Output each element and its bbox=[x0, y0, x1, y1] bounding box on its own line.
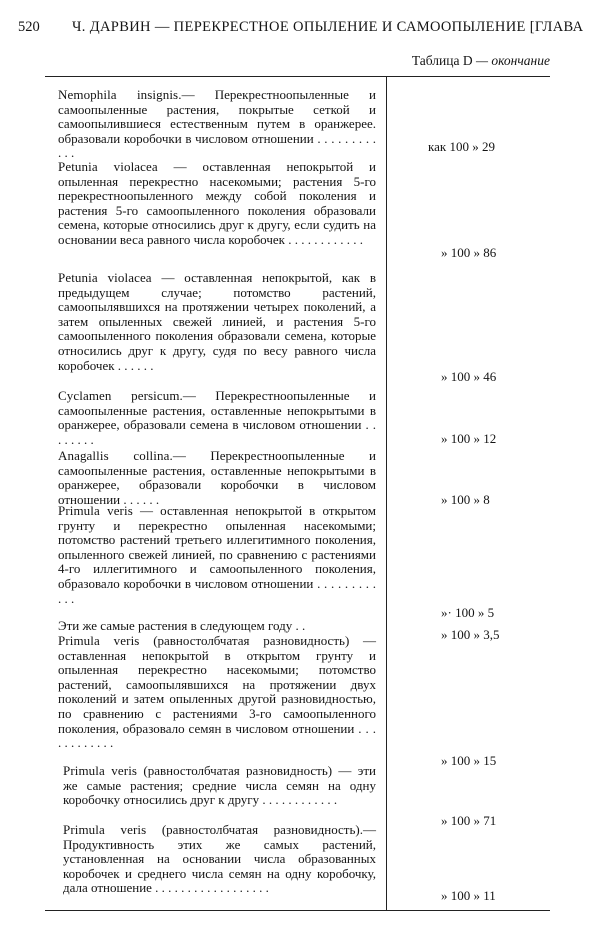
table-top-rule bbox=[45, 76, 550, 77]
row-description: — оставленная непокрытой, как в предыдущем случае; потомство растений, самоопылявшихся на протяжении четырех поколений, а затем опыленных свежей линией, и растения 5-го самоопыленного поколения образовали семена, которые относились друг к другу, судя по весу равного числа коробочек . . . . . . bbox=[58, 270, 376, 373]
table-bottom-rule bbox=[45, 910, 550, 911]
table-row-text bbox=[58, 449, 376, 507]
running-head bbox=[14, 17, 586, 37]
row-description: — Перекрестноопыленные и самоопыленные растения, оставленные непокрытыми в оранжерее, образовали коробочки в числовом отношении . . . . . . bbox=[58, 448, 376, 507]
table-row-text bbox=[58, 389, 376, 447]
table-row-text bbox=[58, 160, 376, 248]
species-name: Nemophila insignis. bbox=[58, 87, 182, 102]
table-row-text bbox=[58, 271, 376, 373]
table-caption-note: — окончание bbox=[472, 53, 550, 68]
row-description: — оставленная непокрытой и опыленная перекрестно насекомыми; растения 5-го перекрестноопыленного между собой поколения и растения 5-го самоопыленного поколения образовали семена, которые относились друг к другу, если судить на основании веса равного числа коробочек . . . . . . . . . . . . bbox=[58, 159, 377, 247]
table-row-value: » 100 » 71 bbox=[441, 813, 497, 828]
table-row-value: как 100 » 29 bbox=[428, 139, 495, 154]
table-row-text bbox=[58, 88, 376, 161]
table-caption bbox=[340, 52, 550, 70]
table-row-value: »· 100 » 5 bbox=[441, 605, 495, 620]
table-row-value: » 100 » 8 bbox=[441, 492, 490, 507]
table-caption-label: Таблица D bbox=[411, 53, 473, 68]
table-row-value: » 100 » 46 bbox=[441, 369, 497, 384]
table-row-text bbox=[58, 619, 376, 634]
species-name: Anagallis collina. bbox=[58, 448, 173, 463]
table-row-value: » 100 » 11 bbox=[441, 888, 496, 903]
species-name: Primula veris bbox=[63, 763, 138, 778]
species-name: Primula veris bbox=[58, 503, 133, 518]
row-description: (равностолбчатая разновидность) — оставленная непокрытой в открытом грунту и опыленная перекрестно насекомыми; потомство растений, самоопылявшихся на протяжении двух поколений и затем опыленных другой разновидностью, по сравнению с растениями 3-го самоопыленного поколения, образовало семян в числовом отношении . . . . . . . . . . . . bbox=[58, 633, 376, 751]
table-row-text bbox=[63, 823, 376, 896]
table-row-value: » 100 » 86 bbox=[441, 245, 497, 260]
table-row-text bbox=[58, 504, 376, 606]
row-description: Эти же самые растения в следующем году . . bbox=[58, 618, 306, 633]
row-description: (равностолбчатая разновидность).— Продуктивность этих же самых растений, установленная на основании числа образованных коробочек и среднего числа семян на одну коробочку, дала отношение . . . . . . . . . . . . . . . . . . bbox=[63, 822, 376, 896]
table-row-text bbox=[63, 764, 376, 808]
table-column-rule bbox=[386, 76, 387, 911]
running-title: Ч. ДАРВИН — ПЕРЕКРЕСТНОЕ ОПЫЛЕНИЕ И САМООПЫЛЕНИЕ [ГЛАВА bbox=[72, 19, 584, 35]
species-name: Primula veris bbox=[58, 633, 140, 648]
table-row-value: » 100 » 15 bbox=[441, 753, 497, 768]
table-row-value: » 100 » 3,5 bbox=[441, 627, 500, 642]
row-description: — оставленная непокрытой в открытом грунту и перекрестно опыленная насекомыми; потомство растений третьего иллегитимного поколения, опыленного свежей линией, по сравнению с растениями 4-го иллегитимного и самоопыленного поколения, образовало коробочки в числовом отношении . . . . . . . . . . . . bbox=[58, 503, 376, 606]
row-description: (равностолбчатая разновидность) — эти же самые растения; средние числа семян на одну коробочку относились друг к другу . . . . . . . . . . . . bbox=[63, 763, 376, 808]
page-number: 520 bbox=[18, 19, 40, 35]
species-name: Cyclamen persicum. bbox=[58, 388, 183, 403]
species-name: Petunia violacea bbox=[58, 270, 152, 285]
species-name: Primula veris bbox=[63, 822, 147, 837]
row-description: — Перекрестноопыленные и самоопыленные растения, оставленные непокрытыми в оранжерее, образовали семена в числовом отношении . . . . . . . . bbox=[58, 388, 376, 447]
row-description: — Перекрестноопыленные и самоопыленные растения, покрытые сеткой и самоопылившиеся естественным путем в оранжерее. образовали коробочки в числовом отношении . . . . . . . . . . . . bbox=[58, 87, 376, 161]
table-row-value: » 100 » 12 bbox=[441, 431, 497, 446]
species-name: Petunia violacea bbox=[58, 159, 158, 174]
table-row-text bbox=[58, 634, 376, 751]
